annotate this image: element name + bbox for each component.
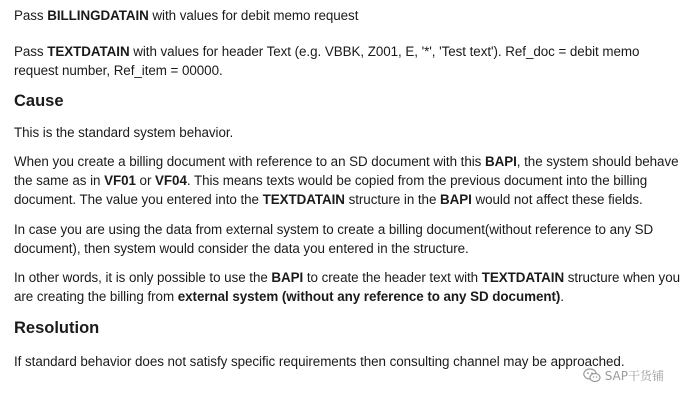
paragraph-resolution: If standard behavior does not satisfy specific requirements then consulting channel may be approached. <box>14 354 625 369</box>
watermark <box>583 367 664 384</box>
paragraph-standard-behavior: This is the standard system behavior. <box>14 125 234 140</box>
resolution-heading: Resolution <box>14 319 100 337</box>
paragraph-textdatain: Pass TEXTDATAIN with values for header Text (e.g. VBBK, Z001, E, '*', 'Test text'). Ref_doc = debit memo request number, Ref_item = 00000. <box>14 44 640 78</box>
paragraph-reference-sd: When you create a billing document with reference to an SD document with this BAPI, the system should behave the same as in VF01 or VF04. This means texts would be copied from the previous document into the billing document. The value you entered into the TEXTDATAIN structure in the BAPI would not affect these fields. <box>14 154 679 207</box>
cause-heading: Cause <box>14 92 64 110</box>
paragraph-billingdatain: Pass BILLINGDATAIN with values for debit memo request <box>14 8 359 23</box>
watermark-text: SAP干货铺 <box>604 369 664 383</box>
paragraph-other-words: In other words, it is only possible to use the BAPI to create the header text with TEXTDATAIN structure when you are creating the billing from external system (without any reference to any SD document). <box>14 270 680 304</box>
wechat-icon <box>583 368 601 383</box>
document-body <box>14 6 684 371</box>
paragraph-external-system: In case you are using the data from external system to create a billing document(without reference to any SD document), then system would consider the data you entered in the structure. <box>14 222 654 256</box>
